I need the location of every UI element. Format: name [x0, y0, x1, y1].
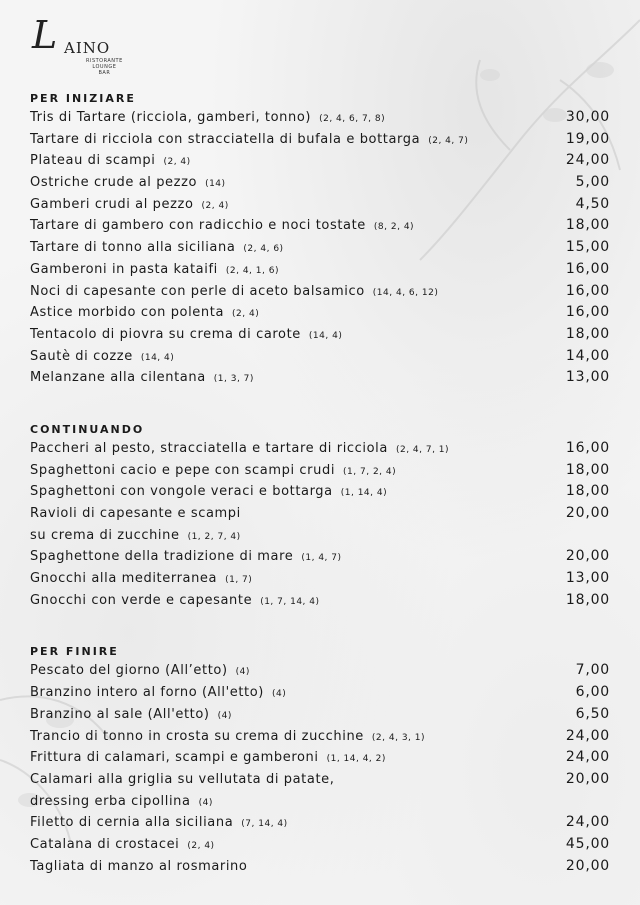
menu-item: [30, 568, 610, 590]
dish-price: 18,00: [565, 325, 610, 342]
dish-name: Frittura di calamari, scampi e gamberoni: [30, 750, 319, 766]
menu-item: [30, 704, 610, 726]
dish-name: su crema di zucchine: [30, 527, 180, 543]
dish-name: Tentacolo di piovra su crema di carote: [30, 326, 301, 342]
menu-item: [30, 856, 610, 878]
menu-item: [30, 460, 610, 482]
menu-item: [30, 129, 610, 151]
dish-price: 30,00: [565, 109, 610, 125]
allergen-codes: (2, 4, 1, 6): [225, 265, 279, 276]
allergen-codes: (2, 4): [163, 157, 191, 168]
dish-name: Tris di Tartare (ricciola, gamberi, tonno): [30, 110, 312, 125]
menu-item: [30, 150, 610, 172]
menu-item: [30, 194, 610, 216]
dish-name: Spaghettoni con vongole veraci e bottarga: [30, 484, 333, 500]
dish-name: Catalana di crostacei: [30, 836, 180, 852]
dish-price: 16,00: [565, 439, 610, 456]
menu-item: [30, 834, 610, 856]
logo-script-letter: L: [32, 13, 58, 57]
allergen-codes: (2, 4): [232, 309, 260, 320]
dish-name: Gnocchi con verde e capesante: [30, 592, 253, 608]
allergen-codes: (1, 7, 14, 4): [260, 596, 320, 607]
menu-item: [30, 546, 610, 568]
dish-price: 4,50: [575, 195, 610, 212]
allergen-codes: (4): [217, 710, 232, 721]
dish-name: Astice morbido con polenta: [30, 305, 225, 321]
dish-price: 18,00: [565, 483, 610, 500]
allergen-codes: (14, 4): [308, 330, 343, 341]
menu-item: [30, 747, 610, 769]
section-title: CONTINUANDO: [30, 422, 145, 436]
dish-price: 20,00: [565, 770, 610, 787]
dish-price: 15,00: [565, 239, 610, 256]
menu-item: [30, 660, 610, 682]
dish-price: 20,00: [565, 857, 610, 874]
menu-item: [30, 281, 610, 303]
menu-item: [30, 346, 610, 368]
menu-item: [30, 302, 610, 324]
dish-name: Gamberi crudi al pezzo: [30, 196, 194, 212]
dish-price: 14,00: [565, 347, 610, 364]
allergen-codes: (1, 14, 4, 2): [326, 754, 386, 765]
dish-price: 6,50: [575, 705, 610, 722]
section-title: PER FINIRE: [30, 645, 119, 659]
dish-price: 16,00: [565, 304, 610, 321]
menu-item: [30, 590, 610, 612]
dish-price: 20,00: [565, 505, 610, 521]
allergen-codes: (1, 3, 7): [213, 374, 254, 385]
dish-name: Plateau di scampi: [30, 153, 156, 169]
dish-name: dressing erba cipollina: [30, 793, 191, 809]
dish-price: 13,00: [565, 369, 610, 386]
dish-name: Spaghettoni cacio e pepe con scampi crudi: [30, 462, 336, 478]
menu-item: [30, 726, 610, 748]
dish-name: Filetto di cernia alla siciliana: [30, 815, 234, 831]
dish-price: 5,00: [575, 174, 610, 191]
dish-price: 24,00: [565, 727, 610, 744]
dish-price: 18,00: [565, 217, 610, 234]
dish-price: 6,00: [575, 684, 610, 701]
dish-price: 24,00: [565, 152, 610, 169]
dish-price: 20,00: [565, 548, 610, 565]
dish-price: 7,00: [575, 662, 610, 679]
dish-name: Tartare di tonno alla siciliana: [30, 240, 236, 256]
section-title: PER INIZIARE: [30, 92, 136, 105]
allergen-codes: (14): [205, 179, 226, 190]
allergen-codes: (1, 7): [225, 575, 253, 586]
dish-name: Trancio di tonno in crosta su crema di zucchine: [30, 728, 364, 744]
logo-name: AINO: [64, 39, 111, 57]
allergen-codes: (2, 4): [187, 840, 215, 851]
dish-price: 18,00: [565, 591, 610, 608]
menu-item: [30, 172, 610, 194]
dish-name: Ravioli di capesante e scampi: [30, 506, 241, 521]
dish-name: Melanzane alla cilentana: [30, 370, 206, 386]
dish-name: Noci di capesante con perle di aceto balsamico: [30, 283, 365, 299]
dish-name: Paccheri al pesto, stracciatella e tartare di ricciola: [30, 440, 388, 456]
dish-price: 45,00: [565, 835, 610, 852]
dish-price: 16,00: [565, 260, 610, 277]
menu: [30, 90, 610, 877]
allergen-codes: (1, 2, 7, 4): [187, 531, 241, 542]
dish-name: Gnocchi alla mediterranea: [30, 571, 218, 587]
logo-subtitle: RISTORANTE LOUNGE BAR: [86, 58, 123, 76]
allergen-codes: (2, 4): [201, 200, 229, 211]
dish-name: Gamberoni in pasta kataifi: [30, 261, 218, 277]
menu-item: [30, 769, 610, 791]
dish-name: Tartare di gambero con radicchio e noci tostate: [30, 218, 366, 234]
dish-name: Pescato del giorno (All’etto): [30, 663, 228, 679]
allergen-codes: (2, 4, 6): [243, 244, 284, 255]
allergen-codes: (1, 4, 7): [301, 553, 342, 564]
allergen-codes: (2, 4, 6, 7, 8): [319, 114, 386, 124]
dish-price: 16,00: [565, 282, 610, 299]
menu-item: [30, 107, 610, 129]
allergen-codes: (1, 14, 4): [340, 488, 388, 499]
dish-name: Calamari alla griglia su vellutata di patate,: [30, 771, 335, 787]
allergen-codes: (2, 4, 3, 1): [371, 732, 425, 743]
menu-item: [30, 259, 610, 281]
allergen-codes: (14, 4, 6, 12): [372, 287, 439, 298]
allergen-codes: (4): [271, 689, 287, 700]
section-gap: [30, 389, 610, 421]
dish-price: 13,00: [565, 570, 610, 587]
dish-price: 24,00: [565, 814, 610, 831]
menu-item: [30, 812, 610, 834]
menu-item: [30, 237, 610, 259]
dish-name: Tagliata di manzo al rosmarino: [30, 858, 248, 874]
allergen-codes: (1, 7, 2, 4): [343, 466, 397, 477]
dish-name: Branzino al sale (All'etto): [30, 706, 210, 722]
allergen-codes: (8, 2, 4): [373, 222, 415, 233]
dish-name: Spaghettone della tradizione di mare: [30, 549, 294, 565]
allergen-codes: (7, 14, 4): [241, 819, 288, 830]
dish-price: 18,00: [565, 461, 610, 478]
dish-name: Tartare di ricciola con stracciatella di bufala e bottarga: [30, 131, 421, 147]
menu-item: [30, 367, 610, 389]
menu-item: [30, 438, 610, 460]
menu-item: [30, 682, 610, 704]
menu-item: [30, 503, 610, 525]
dish-name: Sautè di cozze: [30, 348, 133, 364]
dish-price: 19,00: [565, 130, 610, 147]
allergen-codes: (4): [198, 797, 213, 808]
section-gap: [30, 611, 610, 643]
menu-item: [30, 481, 610, 503]
restaurant-logo: [32, 13, 123, 76]
allergen-codes: (2, 4, 7, 1): [395, 444, 450, 455]
menu-item: [30, 525, 610, 547]
menu-item: [30, 215, 610, 237]
menu-item: [30, 324, 610, 346]
dish-name: Ostriche crude al pezzo: [30, 175, 198, 191]
menu-item: [30, 791, 610, 813]
allergen-codes: (14, 4): [140, 352, 175, 363]
dish-price: 24,00: [565, 749, 610, 766]
dish-name: Branzino intero al forno (All'etto): [30, 685, 264, 701]
allergen-codes: (4): [235, 667, 250, 678]
allergen-codes: (2, 4, 7): [428, 135, 469, 146]
